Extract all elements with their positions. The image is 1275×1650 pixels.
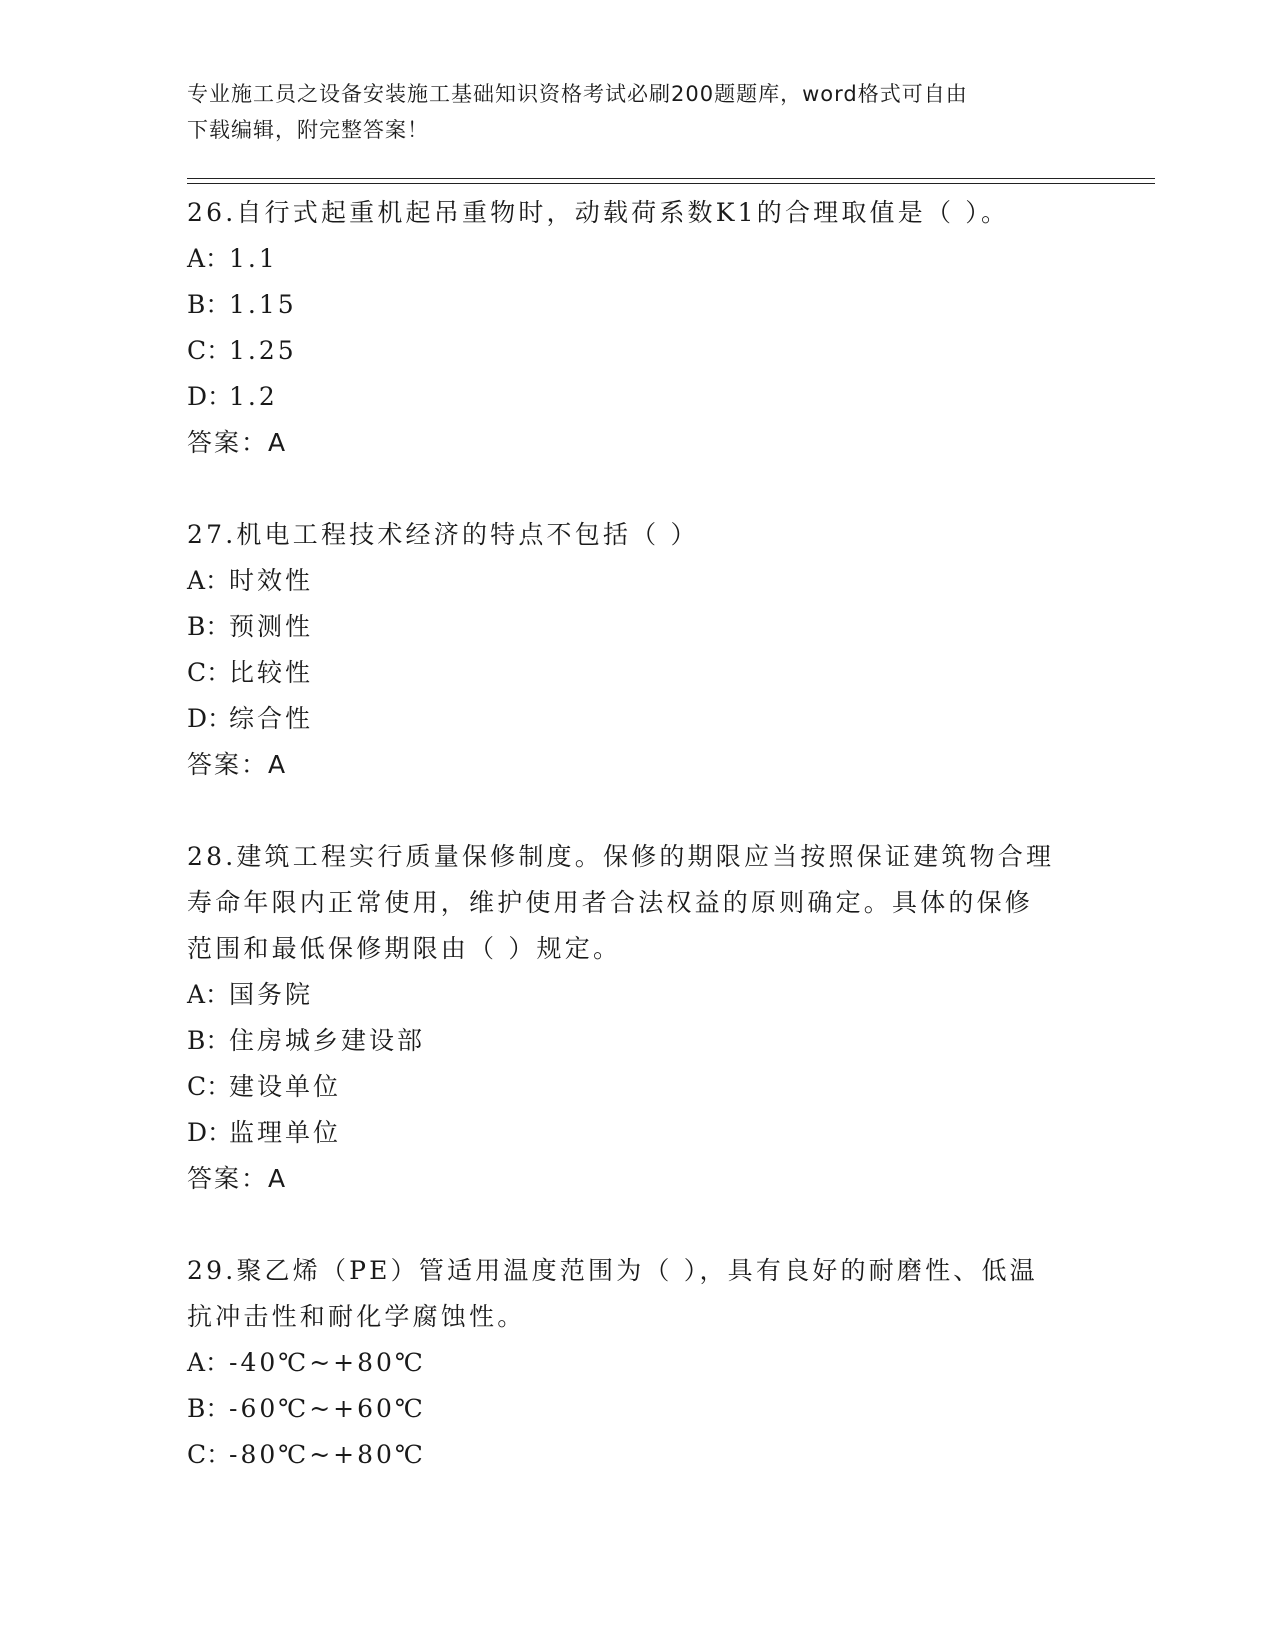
answer-option — [187, 650, 1087, 696]
answer-key: 答案：A — [187, 428, 288, 457]
answer-option — [187, 374, 1087, 420]
option-text: 住房城乡建设部 — [229, 1026, 426, 1055]
question-stem-line: 26.自行式起重机起吊重物时，动载荷系数K1的合理取值是（ ）。 — [187, 198, 1010, 227]
option-text: 建设单位 — [229, 1072, 342, 1101]
option-letter: A： — [187, 566, 231, 595]
question-block — [187, 512, 1087, 788]
answer-key: 答案：A — [187, 1164, 288, 1193]
option-letter: B： — [187, 1394, 231, 1423]
answer-option — [187, 1340, 1087, 1386]
option-letter: C： — [187, 1072, 232, 1101]
option-text: -60℃~+60℃ — [229, 1394, 426, 1423]
option-letter: A： — [187, 1348, 231, 1377]
answer-option — [187, 236, 1087, 282]
question-stem-line: 范围和最低保修期限由（ ）规定。 — [187, 934, 622, 963]
question-stem-line: 抗冲击性和耐化学腐蚀性。 — [187, 1302, 526, 1331]
answer-option — [187, 696, 1087, 742]
option-text: 综合性 — [229, 704, 314, 733]
answer-option — [187, 1386, 1087, 1432]
option-text: 预测性 — [229, 612, 314, 641]
question-block — [187, 1248, 1087, 1478]
answer-option — [187, 972, 1087, 1018]
answer-option — [187, 282, 1087, 328]
question-stem-line: 28.建筑工程实行质量保修制度。保修的期限应当按照保证建筑物合理 — [187, 842, 1055, 871]
document-header — [187, 76, 1067, 148]
option-letter: A： — [187, 244, 231, 273]
header-line-1: 专业施工员之设备安装施工基础知识资格考试必刷200题题库，word格式可自由 — [187, 82, 968, 106]
option-letter: D： — [187, 704, 233, 733]
header-divider-bottom — [187, 183, 1155, 184]
question-stem-line: 29.聚乙烯（PE）管适用温度范围为（ ），具有良好的耐磨性、低温 — [187, 1256, 1038, 1285]
question-list — [187, 190, 1087, 1524]
option-letter: D： — [187, 382, 233, 411]
header-line-2: 下载编辑，附完整答案！ — [187, 118, 429, 142]
answer-option — [187, 1432, 1087, 1478]
option-text: 1.2 — [229, 382, 278, 411]
answer-option — [187, 604, 1087, 650]
option-text: 国务院 — [229, 980, 314, 1009]
document-page — [187, 0, 1157, 1650]
answer-option — [187, 1018, 1087, 1064]
answer-option — [187, 328, 1087, 374]
option-text: 监理单位 — [229, 1118, 342, 1147]
answer-option — [187, 1064, 1087, 1110]
question-stem-line: 27.机电工程技术经济的特点不包括（ ） — [187, 520, 699, 549]
header-divider-top — [187, 178, 1155, 179]
answer-key: 答案：A — [187, 750, 288, 779]
option-letter: B： — [187, 612, 231, 641]
answer-option — [187, 558, 1087, 604]
option-text: -80℃~+80℃ — [229, 1440, 426, 1469]
question-block — [187, 190, 1087, 466]
option-letter: B： — [187, 1026, 231, 1055]
option-text: 1.1 — [229, 244, 278, 273]
option-letter: C： — [187, 336, 232, 365]
option-letter: B： — [187, 290, 231, 319]
option-text: 比较性 — [229, 658, 314, 687]
option-letter: D： — [187, 1118, 233, 1147]
option-letter: C： — [187, 1440, 232, 1469]
question-block — [187, 834, 1087, 1202]
question-stem-line: 寿命年限内正常使用，维护使用者合法权益的原则确定。具体的保修 — [187, 888, 1034, 917]
option-text: 1.15 — [229, 290, 297, 319]
answer-option — [187, 1110, 1087, 1156]
option-letter: A： — [187, 980, 231, 1009]
option-text: -40℃~+80℃ — [229, 1348, 426, 1377]
option-letter: C： — [187, 658, 232, 687]
option-text: 时效性 — [229, 566, 314, 595]
option-text: 1.25 — [229, 336, 297, 365]
